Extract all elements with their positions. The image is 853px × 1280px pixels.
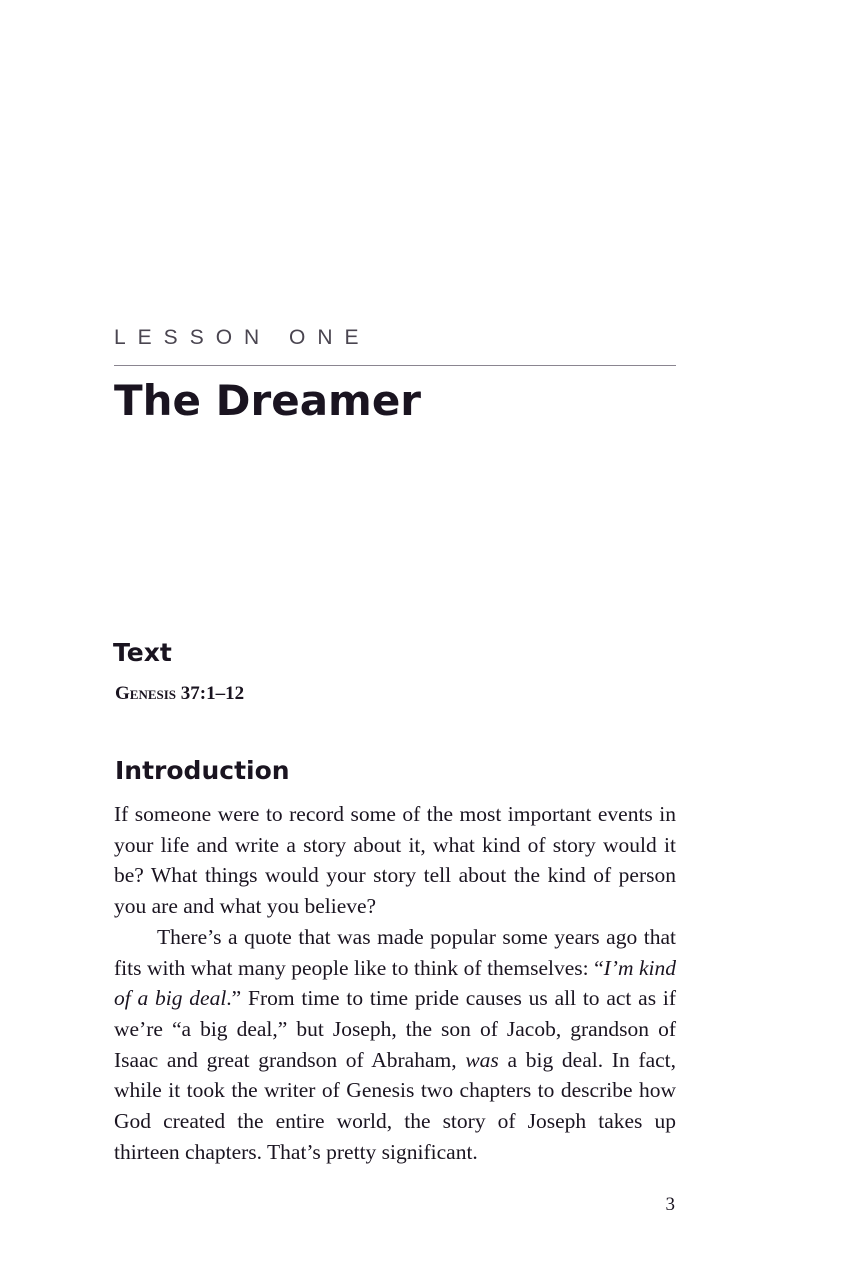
chapter-title: The Dreamer (114, 376, 422, 425)
paragraph-text: a big deal. In fact, while it took the writer of Genesis two chapters to describe how God created the entire world, the story of Joseph takes up thirteen chapters. That’s pretty significant. (114, 1047, 676, 1164)
quote-text: I’m kind of a big deal (114, 955, 676, 1011)
page-number: 3 (665, 1194, 675, 1215)
paragraph-text: There’s a quote that was made popular some years ago that fits with what many people like to think of themselves: “ (114, 924, 676, 980)
title-divider (114, 365, 676, 366)
lesson-label: LESSON ONE (114, 326, 371, 349)
scripture-reference: Genesis 37:1–12 (115, 683, 245, 704)
emphasis-text: was (465, 1047, 499, 1072)
introduction-body (114, 799, 676, 1167)
paragraph: If someone were to record some of the most important events in your life and write a story about it, what kind of story would it be? What things would your story tell about the kind of person you are and what you believe? (114, 802, 676, 919)
text-section-heading: Text (113, 638, 172, 667)
introduction-heading: Introduction (115, 756, 290, 785)
paragraph-text: .” From time to time pride causes us all to act as if we’re “a big deal,” but Joseph, the son of Jacob, grandson of Isaac and great grandson of Abraham, (114, 986, 676, 1072)
paragraph (114, 922, 676, 1168)
